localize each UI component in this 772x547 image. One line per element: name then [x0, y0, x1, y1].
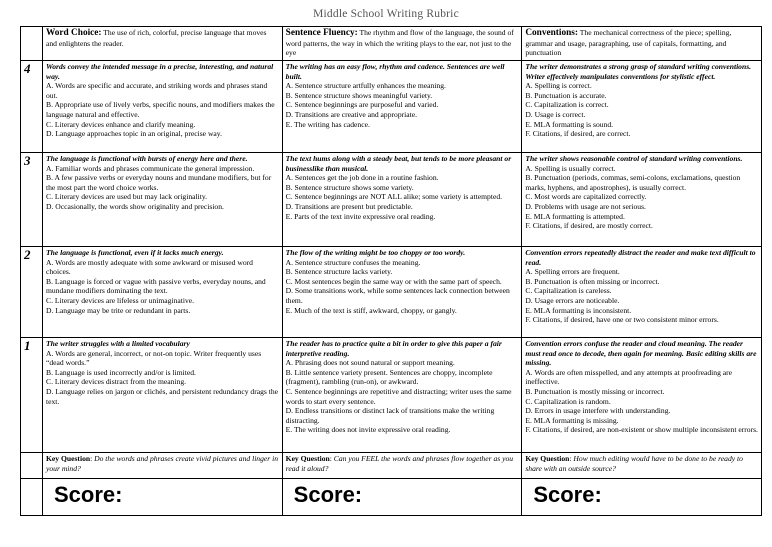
cell-sentence-fluency: The flow of the writing might be too choppy or too wordy. A. Sentence structure confuses the meaning. B. Sentence structure lacks variety. C. Most sentences begin the same way or with the same part of speech. D. Some transitions work, while some sentences lack connection between them. E. Much of the text is stiff, awkward, choppy, or gangly.: [282, 247, 522, 338]
cell-conventions: The writer demonstrates a strong grasp of standard writing conventions. Writer effectively manipulates conventions for stylistic effect. A. Spelling is correct. B. Punctuation is accurate. C. Capitalization is correct. D. Usage is correct. E. MLA formatting is sound. F. Citations, if desired, are correct.: [522, 61, 762, 153]
score-conventions: Score:: [522, 479, 762, 516]
level-row-3: [21, 153, 762, 247]
cell-word-choice: The language is functional, even if it lacks much energy. A. Words are mostly adequate with some awkward or misused word choices. B. Language is forced or vague with passive verbs, everyday nouns, and mundane modifiers dominating the text. C. Literary devices are lifeless or unimaginative. D. Language may be trite or redundant in parts.: [43, 247, 283, 338]
key-question-row: [21, 453, 762, 479]
level-row-1: [21, 338, 762, 453]
cell-conventions: Convention errors repeatedly distract the reader and make text difficult to read. A. Spelling errors are frequent. B. Punctuation is often missing or incorrect. C. Capitalization is careless. D. Usage errors are noticeable. E. MLA formatting is inconsistent. F. Citations, if desired, have one or two consistent minor errors.: [522, 247, 762, 338]
header-row: [21, 27, 762, 61]
corner-cell: [21, 27, 43, 61]
rubric-table: [20, 26, 762, 516]
cell-conventions: The writer shows reasonable control of standard writing conventions. A. Spelling is usually correct. B. Punctuation (periods, commas, semi-colons, exclamations, question marks, hyphens, and apostrophes), is usually correct. C. Most words are capitalized correctly. D. Problems with usage are not serious. E. MLA formatting is attempted. F. Citations, if desired, are mostly correct.: [522, 153, 762, 247]
header-conventions: Conventions: The mechanical correctness of the piece; spelling, grammar and usage, paragraphing, use of capitals, formatting, and punctuation: [522, 27, 762, 61]
level-row-4: [21, 61, 762, 153]
key-question-sentence-fluency: Key Question: Can you FEEL the words and phrases flow together as you read it aloud?: [282, 453, 522, 479]
score-row: [21, 479, 762, 516]
cell-sentence-fluency: The reader has to practice quite a bit in order to give this paper a fair interpretive reading. A. Phrasing does not sound natural or support meaning. B. Little sentence variety present. Sentences are choppy, incomplete (fragment), rambling (run-on), or awkward. C. Sentence beginnings are repetitive and distracting; writer uses the same words to start every sentence. D. Endless transitions or distinct lack of transitions make the writing distracting. E. The writing does not invite expressive oral reading.: [282, 338, 522, 453]
blank-cell: [21, 453, 43, 479]
cell-conventions: Convention errors confuse the reader and cloud meaning. The reader must read once to decode, then again for meaning. Basic editing skills are missing. A. Words are often misspelled, and any attempts at proofreading are ineffective. B. Punctuation is mostly missing or incorrect. C. Capitalization is random. D. Errors in usage interfere with understanding. E. MLA formatting is missing. F. Citations, if desired, are non-existent or show multiple inconsistent errors.: [522, 338, 762, 453]
score-word-choice: Score:: [43, 479, 283, 516]
cell-sentence-fluency: The text hums along with a steady beat, but tends to be more pleasant or businesslike than musical. A. Sentences get the job done in a routine fashion. B. Sentence structure shows some variety. C. Sentence beginnings are NOT ALL alike; some variety is attempted. D. Transitions are present but predictable. E. Parts of the text invite expressive oral reading.: [282, 153, 522, 247]
cell-word-choice: Words convey the intended message in a precise, interesting, and natural way. A. Words are specific and accurate, and striking words and phrases stand out. B. Appropriate use of lively verbs, specific nouns, and modifiers makes the language natural and effective. C. Literary devices enhance and clarify meaning. D. Language approaches topic in an original, precise way.: [43, 61, 283, 153]
key-question-word-choice: Key Question: Do the words and phrases create vivid pictures and linger in your mind?: [43, 453, 283, 479]
level-number: 1: [21, 338, 43, 453]
level-number: 3: [21, 153, 43, 247]
level-row-2: [21, 247, 762, 338]
cell-word-choice: The language is functional with bursts of energy here and there. A. Familiar words and phrases communicate the general impression. B. A few passive verbs or everyday nouns and mundane modifiers, but for the most part the word choice works. C. Literary devices are used but may lack originality. D. Occasionally, the words show originality and precision.: [43, 153, 283, 247]
score-sentence-fluency: Score:: [282, 479, 522, 516]
header-word-choice: Word Choice: The use of rich, colorful, precise language that moves and enlightens the reader.: [43, 27, 283, 61]
level-number: 4: [21, 61, 43, 153]
header-sentence-fluency: Sentence Fluency: The rhythm and flow of the language, the sound of word patterns, the way in which the writing plays to the ear, not just to the eye: [282, 27, 522, 61]
cell-sentence-fluency: The writing has an easy flow, rhythm and cadence. Sentences are well built. A. Sentence structure artfully enhances the meaning. B. Sentence structure shows meaningful variety. C. Sentence beginnings are purposeful and varied. D. Transitions are creative and appropriate. E. The writing has cadence.: [282, 61, 522, 153]
level-number: 2: [21, 247, 43, 338]
blank-cell: [21, 479, 43, 516]
cell-word-choice: The writer struggles with a limited vocabulary A. Words are general, incorrect, or not-on topic. Writer frequently uses “dead words.” B. Language is used incorrectly and/or is limited. C. Literary devices distract from the meaning. D. Language relies on jargon or clichés, and persistent redundancy drags the text.: [43, 338, 283, 453]
key-question-conventions: Key Question: How much editing would have to be done to be ready to share with an outside source?: [522, 453, 762, 479]
page-title: Middle School Writing Rubric: [313, 8, 459, 20]
